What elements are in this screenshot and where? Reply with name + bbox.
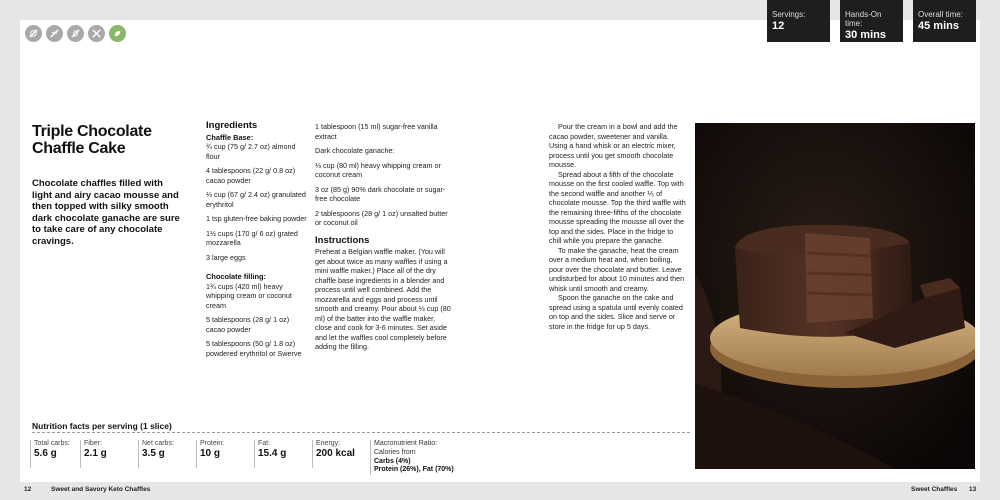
nutrition-fat	[254, 440, 286, 468]
ingredient-item: 2 tablespoons (28 g/ 1 oz) unsalted butter or coconut oil	[315, 208, 448, 227]
nutrition-fiber	[80, 440, 107, 468]
instruction-step-2: Pour the cream in a bowl and add the cacao powder, sweetener and vanilla. Using a hand whisk or an electric mixer, process until you get smooth chocolate mousse.	[549, 122, 678, 169]
macronutrient-ratio	[370, 440, 490, 475]
macro-protein-fat: Protein (26%), Fat (70%)	[374, 466, 454, 474]
hands-on-value: 30 mins	[845, 29, 886, 41]
nutrition-label: Energy:	[316, 440, 341, 447]
ingredient-item: ⅓ cup (80 ml) heavy whipping cream or coconut cream	[315, 160, 441, 179]
ingredient-item: 1 tsp gluten-free baking powder	[206, 214, 307, 223]
dairy-free-icon	[25, 25, 42, 42]
chaffle-base-heading: Chaffle Base:	[206, 132, 254, 142]
nutrition-divider	[32, 432, 690, 433]
ingredients-heading: Ingredients	[206, 120, 258, 131]
servings-box	[767, 0, 830, 42]
ingredient-item: ¾ cup (75 g/ 2.7 oz) almond flour	[206, 142, 296, 161]
page-footer	[0, 482, 1000, 500]
nutrition-value: 10 g	[200, 448, 221, 459]
nutrition-net-carbs	[138, 440, 174, 468]
diet-icons	[25, 25, 126, 42]
recipe-title-line1: Triple Chocolate	[32, 123, 152, 140]
instruction-step-4: To make the ganache, heat the cream over a medium heat and, when boiling, pour over the chocolate and butter. Leave undisturbed for about 10 minutes and then whisk until smooth and creamy.	[549, 245, 685, 293]
macro-from: Calories from	[374, 448, 416, 456]
ingredient-item: 1½ cups (170 g/ 6 oz) grated mozzarella	[206, 228, 298, 247]
macro-carbs: Carbs (4%)	[374, 457, 411, 465]
ingredient-item: 1 tablespoon (15 ml) sugar-free vanilla extract	[315, 122, 438, 141]
instruction-step-5: Spoon the ganache on the cake and spread using a spatula until evenly coated on top and the sides. Slice and serve or store in the fridge for up 5 days.	[549, 293, 683, 331]
instructions-heading: Instructions	[315, 234, 370, 246]
hands-on-label: Hands-On time:	[845, 10, 882, 28]
instructions-column	[549, 122, 686, 331]
nut-free-icon	[67, 25, 84, 42]
nutrition-energy	[312, 440, 355, 468]
nutrition-value: 5.6 g	[34, 448, 57, 459]
instruction-step-3: Spread about a fifth of the chocolate mousse on the first cooled waffle. Top with the second waffle and another ⅕ of chocolate mousse. Top the third waffle with the remaining three-fifths of the chocolate mousse spreading the mousse all over the top and the sides. Place in the fridge to chill while you prepare the ganache.	[549, 169, 686, 245]
ingredient-item: ⅓ cup (67 g/ 2.4 oz) granulated erythritol	[206, 190, 306, 209]
hands-on-time-box	[840, 0, 903, 42]
ingredient-item: 5 tablespoons (28 g/ 1 oz) cacao powder	[206, 315, 290, 334]
nutrition-value: 2.1 g	[84, 448, 107, 459]
servings-value: 12	[772, 20, 785, 32]
recipe-title	[32, 123, 197, 157]
nutrition-title: Nutrition facts per serving (1 slice)	[32, 421, 172, 431]
gluten-free-icon	[46, 25, 63, 42]
nutrition-value: 15.4 g	[258, 448, 287, 459]
page-number-left: 12	[24, 486, 32, 493]
ingredients-column	[206, 121, 309, 363]
recipe-intro: Chocolate chaffles filled with light and airy cacao mousse and then topped with silky smooth dark chocolate ganache are sure to take care of any chocolate cravings.	[32, 178, 180, 247]
nutrition-label: Net carbs:	[142, 440, 174, 447]
vegetarian-icon	[109, 25, 126, 42]
section-title: Sweet Chaffles	[911, 486, 958, 493]
recipe-title-line2: Chaffle Cake	[32, 140, 126, 157]
ingredient-item: 3 oz (85 g) 90% dark chocolate or sugar-free chocolate	[315, 184, 446, 203]
overall-label: Overall time:	[918, 10, 963, 19]
servings-label: Servings:	[772, 10, 806, 19]
ganache-heading: Dark chocolate ganache:	[315, 146, 395, 155]
macro-label: Macronutrient Ratio:	[374, 440, 438, 447]
nutrition-label: Fat:	[258, 440, 271, 447]
ingredient-item: 1¾ cups (420 ml) heavy whipping cream or coconut cream	[206, 281, 292, 310]
cake-photo	[695, 123, 975, 469]
nutrition-total-carbs	[30, 440, 70, 468]
overall-value: 45 mins	[918, 20, 959, 32]
ingredients-continued-column	[315, 122, 451, 357]
nutrition-value: 3.5 g	[142, 448, 165, 459]
ingredient-item: 3 large eggs	[206, 252, 246, 262]
ingredient-item: 4 tablespoons (22 g/ 0.8 oz) cacao powder	[206, 166, 296, 185]
nutrition-value: 200 kcal	[316, 448, 355, 459]
nutrition-label: Protein:	[200, 440, 225, 447]
page-number-right: 13	[969, 486, 977, 493]
chocolate-filling-heading: Chocolate filling:	[206, 272, 266, 281]
nutrition-protein	[196, 440, 224, 468]
sugar-free-icon	[88, 25, 105, 42]
nutrition-label: Fiber:	[84, 440, 102, 447]
overall-time-box	[913, 0, 976, 42]
nutrition-label: Total carbs:	[34, 440, 70, 447]
book-title: Sweet and Savory Keto Chaffles	[51, 486, 151, 493]
ingredient-item: 5 tablespoons (50 g/ 1.8 oz) powdered erythritol or Swerve	[206, 339, 302, 358]
instruction-step-1: Preheat a Belgian waffle maker. (You will get about twice as many waffles if using a mini waffle maker.) Place all of the dry chaffle base ingredients in a blender and process until well combined. Add the mozzarella and eggs and process until smooth and creamy. Pour about ⅓ cup (80 ml) of the batter into the waffle maker, close and cook for 3-6 minutes. Set aside and let the waffles cool completely before adding the filling.	[315, 247, 451, 351]
